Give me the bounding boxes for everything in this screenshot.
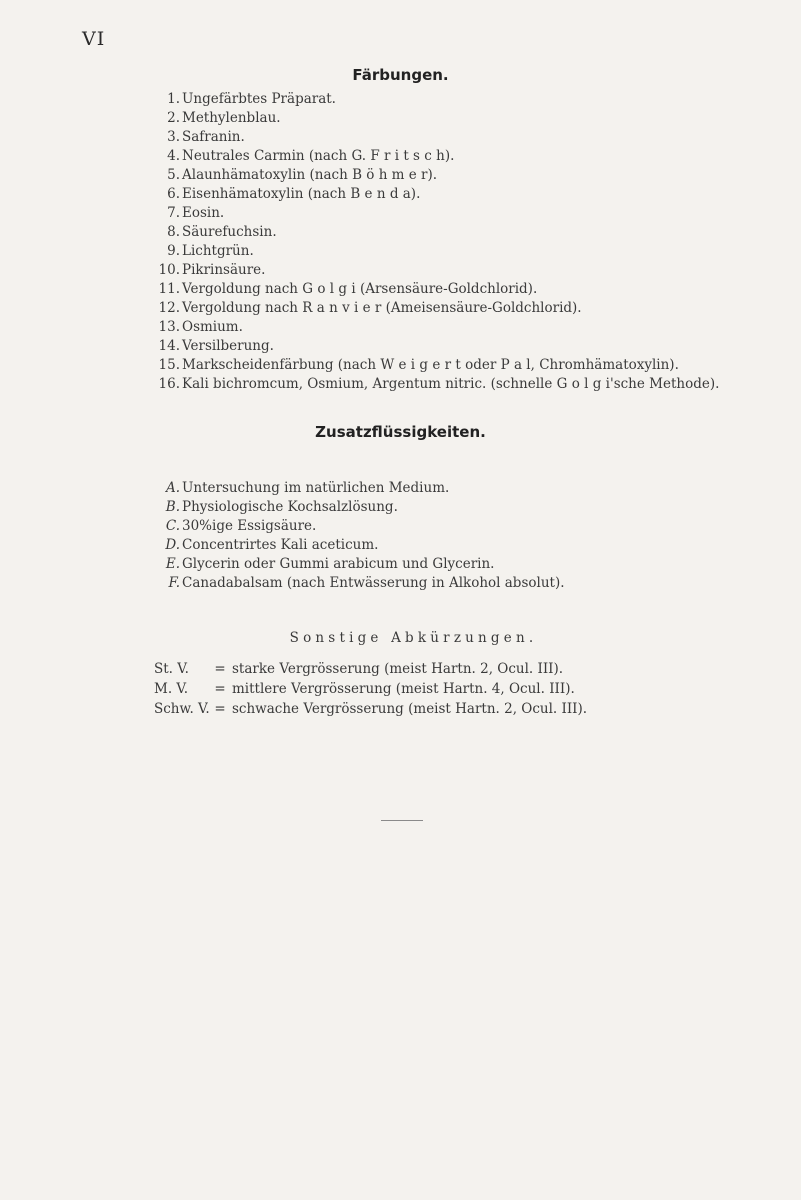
item-letter: B. bbox=[165, 499, 180, 515]
item-number: 13. bbox=[158, 319, 180, 335]
item-letter: F. bbox=[168, 575, 180, 591]
item-text: Neutrales Carmin (nach G. F r i t s c h). bbox=[182, 148, 455, 164]
list-item bbox=[150, 128, 719, 147]
abbreviation-text: schwache Vergrösserung (meist Hartn. 2, Ocul. III). bbox=[232, 701, 588, 717]
abbreviation-row bbox=[154, 659, 587, 679]
item-text: Säurefuchsin. bbox=[182, 224, 277, 240]
item-number: 11. bbox=[158, 281, 180, 297]
item-text: Vergoldung nach R a n v i e r (Ameisensäure-Goldchlorid). bbox=[182, 300, 582, 316]
item-text: Ungefärbtes Präparat. bbox=[182, 91, 336, 107]
list-item bbox=[150, 109, 719, 128]
item-number: 2. bbox=[167, 110, 180, 126]
list-item bbox=[150, 356, 719, 375]
item-text: Markscheidenfärbung (nach W e i g e r t oder P a l, Chromhämatoxylin). bbox=[182, 357, 679, 373]
item-text: Physiologische Kochsalzlösung. bbox=[182, 499, 398, 515]
equals-sign: = bbox=[214, 701, 226, 717]
list-item bbox=[150, 185, 719, 204]
item-letter: D. bbox=[165, 537, 180, 553]
abbreviation-row bbox=[154, 699, 587, 719]
item-number: 7. bbox=[167, 205, 180, 221]
item-text: Vergoldung nach G o l g i (Arsensäure-Goldchlorid). bbox=[182, 281, 538, 297]
abbreviation-text: starke Vergrösserung (meist Hartn. 2, Ocul. III). bbox=[232, 661, 564, 677]
item-text: Untersuchung im natürlichen Medium. bbox=[182, 480, 450, 496]
item-letter: A. bbox=[165, 480, 180, 496]
section-title-faerbungen: Färbungen. bbox=[352, 66, 449, 84]
abbreviation-key: St. V. bbox=[154, 661, 189, 677]
list-item bbox=[150, 147, 719, 166]
list-item bbox=[150, 280, 719, 299]
list-item bbox=[150, 204, 719, 223]
item-text: Alaunhämatoxylin (nach B ö h m e r). bbox=[182, 167, 438, 183]
item-number: 12. bbox=[158, 300, 180, 316]
abbreviation-key: Schw. V. bbox=[154, 701, 210, 717]
item-number: 4. bbox=[167, 148, 180, 164]
list-item bbox=[150, 90, 719, 109]
item-text: Pikrinsäure. bbox=[182, 262, 266, 278]
list-item bbox=[150, 479, 565, 498]
list-item bbox=[150, 337, 719, 356]
item-number: 15. bbox=[158, 357, 180, 373]
list-item bbox=[150, 498, 565, 517]
stain-list bbox=[150, 90, 719, 394]
abbreviation-list bbox=[154, 659, 587, 719]
fluid-list bbox=[150, 479, 565, 593]
list-item bbox=[150, 318, 719, 337]
page-number: VI bbox=[82, 28, 106, 50]
item-number: 5. bbox=[167, 167, 180, 183]
abbreviation-text: mittlere Vergrösserung (meist Hartn. 4, Ocul. III). bbox=[232, 681, 575, 697]
list-item bbox=[150, 166, 719, 185]
abbreviation-key: M. V. bbox=[154, 681, 189, 697]
list-item bbox=[150, 242, 719, 261]
item-text: Safranin. bbox=[182, 129, 245, 145]
item-number: 6. bbox=[167, 186, 180, 202]
list-item bbox=[150, 574, 565, 593]
section-title-zusatzfluessigkeiten: Zusatzflüssigkeiten. bbox=[315, 423, 486, 441]
abbreviation-row bbox=[154, 679, 587, 699]
item-text: Eisenhämatoxylin (nach B e n d a). bbox=[182, 186, 421, 202]
equals-sign: = bbox=[214, 681, 226, 697]
item-number: 10. bbox=[158, 262, 180, 278]
item-text: Lichtgrün. bbox=[182, 243, 254, 259]
closing-rule bbox=[381, 820, 423, 821]
item-text: Osmium. bbox=[182, 319, 243, 335]
equals-sign: = bbox=[214, 661, 226, 677]
item-text: Methylenblau. bbox=[182, 110, 281, 126]
item-number: 16. bbox=[158, 376, 180, 392]
item-number: 1. bbox=[167, 91, 180, 107]
item-text: Canadabalsam (nach Entwässerung in Alkohol absolut). bbox=[182, 575, 565, 591]
list-item bbox=[150, 536, 565, 555]
list-item bbox=[150, 223, 719, 242]
item-number: 14. bbox=[158, 338, 180, 354]
item-number: 9. bbox=[167, 243, 180, 259]
item-number: 8. bbox=[167, 224, 180, 240]
item-text: Glycerin oder Gummi arabicum und Glycerin. bbox=[182, 556, 495, 572]
item-text: Concentrirtes Kali aceticum. bbox=[182, 537, 379, 553]
list-item bbox=[150, 299, 719, 318]
list-item bbox=[150, 517, 565, 536]
item-number: 3. bbox=[167, 129, 180, 145]
item-text: Kali bichromcum, Osmium, Argentum nitric. (schnelle G o l g i'sche Methode). bbox=[182, 376, 720, 392]
list-item bbox=[150, 375, 719, 394]
list-item bbox=[150, 555, 565, 574]
item-text: 30%ige Essigsäure. bbox=[182, 518, 317, 534]
list-item bbox=[150, 261, 719, 280]
item-text: Versilberung. bbox=[182, 338, 274, 354]
item-text: Eosin. bbox=[182, 205, 225, 221]
item-letter: C. bbox=[165, 518, 180, 534]
section-title-abkuerzungen: Sonstige Abkürzungen. bbox=[289, 630, 538, 646]
item-letter: E. bbox=[165, 556, 180, 572]
